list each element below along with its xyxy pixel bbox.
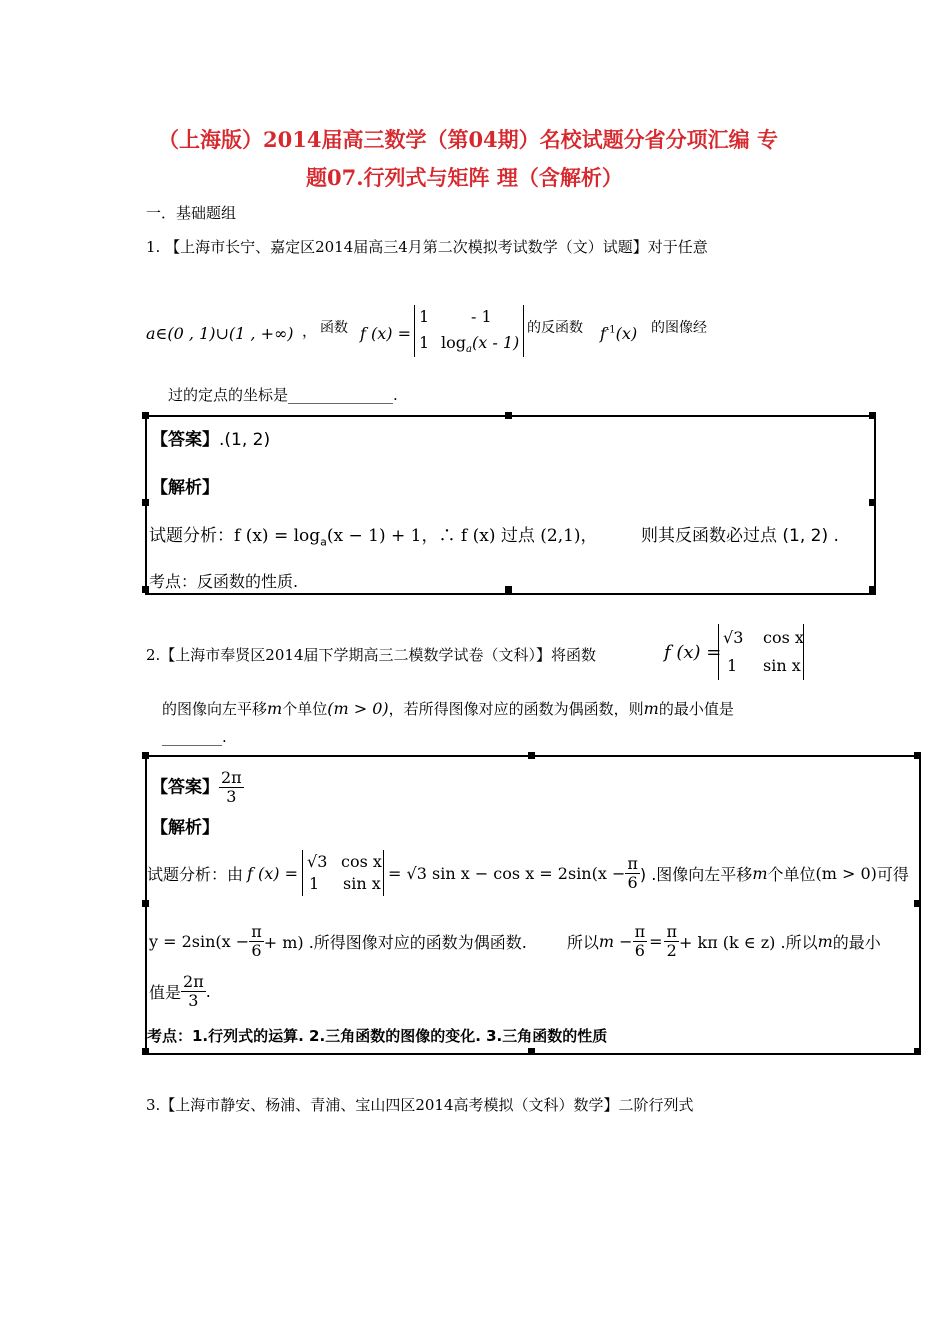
q2-m11: √3 [723,628,744,647]
resize-handle[interactable] [142,752,149,759]
q3-header: 3.【上海市静安、杨浦、青浦、宝山四区2014高考模拟（文科）数学】二阶行列式 [146,1096,694,1114]
a2-analysis-line1: 试题分析：由 f (x) = √3 cos x 1 sin x = √3 sin x − cos x = 2sin(x − $\frac{\pi}{6}$ ) .图像向左平移 m 个单位 (m > 0) 可得 [147,849,909,897]
q1-fx: f (x) = [360,324,412,343]
q2-m21: 1 [727,656,738,675]
q1-m11: 1 [419,307,430,326]
q1-inverse-label: 的反函数 [527,320,583,336]
q1-finv: $f^{-1}(x)$ [600,324,638,343]
resize-handle[interactable] [505,412,512,419]
q2-blank-line: ________. [162,728,227,746]
q1-determinant [414,305,524,357]
a2-answer: 【答案】 $\frac{2\pi}{3}$ [151,768,242,806]
q1-comma: ， [302,322,318,340]
q2-header: 2.【上海市奉贤区2014届下学期高三二模数学试卷（文科）】将函数 [146,646,596,664]
resize-handle[interactable] [142,1048,149,1055]
q2-m12: cos x [763,628,804,647]
resize-handle[interactable] [914,1048,921,1055]
resize-handle[interactable] [869,586,876,593]
a2-analysis-line2: y = 2sin(x − $\frac{\pi}{6}$ + m) .所得图像对应的函数为偶函数. 所以 m − $\frac{\pi}{6}$ = $\frac{\pi}{2}$ + kπ (k ∈ z) .所以 m 的最小 [149,921,881,960]
q2-fx: f (x) = [664,642,722,663]
a2-point: 考点：1.行列式的运算. 2.三角函数的图像的变化. 3.三角函数的性质 [147,1027,608,1045]
a1-answer: 【答案】.(1, 2) [151,430,271,450]
a1-point: 考点：反函数的性质. [149,572,299,591]
resize-handle[interactable] [142,586,149,593]
resize-handle[interactable] [505,586,512,593]
q1-m21: 1 [419,333,430,352]
a1-analysis: 试题分析：f $(x) = \log_a(x - 1) + 1$，∴ f (x) 过点 (2,1)， [149,526,598,549]
q2-line2: 的图像向左平移m个单位(m > 0)，若所得图像对应的函数为偶函数，则m的最小值是 [162,699,734,718]
title-line-2: 题07.行列式与矩阵 理（含解析） [306,165,623,190]
answer-box-2 [145,755,921,1055]
q1-m22: $\log_a(x - 1)$ [441,333,520,356]
q1-tail: 的图像经 [651,320,707,336]
q2-m22: sin x [763,656,801,675]
resize-handle[interactable] [142,900,149,907]
answer-box-1 [145,415,876,595]
resize-handle[interactable] [142,412,149,419]
a1-analysis-conclusion: 则其反函数必过点 (1, 2) . [641,526,839,546]
resize-handle[interactable] [142,499,149,506]
a2-analysis-label: 【解析】 [151,818,219,838]
resize-handle[interactable] [869,412,876,419]
title-line-1: （上海版）2014届高三数学（第04期）名校试题分省分项汇编 专 [158,127,778,152]
resize-handle[interactable] [528,752,535,759]
section-heading: 一．基础题组 [146,204,237,222]
q1-header: 1. 【上海市长宁、嘉定区2014届高三4月第二次模拟考试数学（文）试题】对于任意 [146,238,708,256]
resize-handle[interactable] [528,1048,535,1055]
q1-blank-line: 过的定点的坐标是______________. [168,386,398,404]
q2-determinant [718,624,804,680]
resize-handle[interactable] [914,900,921,907]
a1-analysis-label: 【解析】 [151,478,219,498]
q1-m12: - 1 [471,307,492,326]
q1-condition: a∈(0 , 1)∪(1 , +∞) [146,324,294,343]
q1-func-label: 函数 [320,320,348,336]
resize-handle[interactable] [914,752,921,759]
resize-handle[interactable] [869,499,876,506]
a2-analysis-line3: 值是 $\frac{2\pi}{3}$ . [149,971,211,1010]
